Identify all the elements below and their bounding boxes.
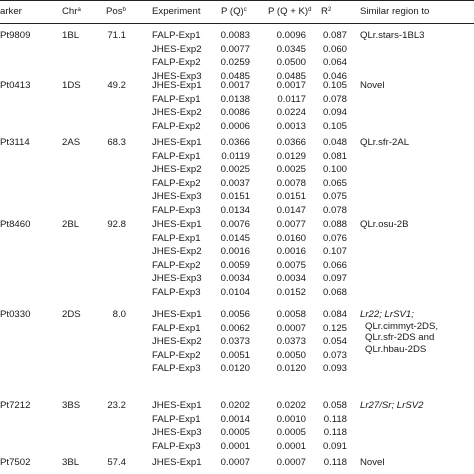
cell-experiment: JHES-Exp1 [152, 137, 202, 148]
cell-experiment: FALP-Exp1 [152, 30, 201, 41]
cell-p-q-k: 0.0013 [276, 120, 306, 132]
cell-experiment: JHES-Exp1 [152, 309, 202, 320]
header-experiment: Experiment [152, 6, 201, 17]
cell-p-q: 0.0025 [220, 164, 250, 176]
cell-experiment: FALP-Exp3 [152, 205, 201, 216]
cell-p-q: 0.0059 [220, 259, 250, 271]
cell-similar-region: QLr.hbau-2DS [365, 343, 427, 355]
cell-r2: 0.097 [322, 273, 347, 285]
cell-r2: 0.088 [322, 219, 347, 230]
cell-p-q: 0.0014 [220, 413, 250, 425]
header-p-q-k: P $(Q + K)^d$ [268, 6, 312, 17]
cell-r2: 0.068 [322, 287, 347, 298]
cell-p-q: 0.0145 [220, 232, 250, 244]
cell-similar-region: Novel [360, 80, 385, 91]
cell-marker: Pt7502 [0, 457, 31, 468]
header-rule [0, 23, 474, 24]
cell-p-q-k: 0.0077 [276, 219, 306, 230]
cell-p-q: 0.0017 [220, 80, 250, 91]
cell-chr: 2DS [62, 309, 81, 320]
cell-r2: 0.125 [322, 322, 347, 334]
cell-p-q-k: 0.0485 [276, 70, 306, 82]
cell-p-q-k: 0.0151 [276, 191, 306, 203]
cell-pos: 8.0 [112, 309, 126, 320]
cell-p-q-k: 0.0007 [276, 457, 306, 468]
cell-chr: 3BL [62, 457, 80, 468]
cell-experiment: JHES-Exp3 [152, 273, 202, 285]
cell-pos: 71.1 [107, 30, 126, 41]
cell-r2: 0.118 [323, 413, 347, 425]
cell-chr: 3BS [62, 400, 81, 411]
cell-experiment: JHES-Exp1 [152, 457, 202, 468]
cell-p-q: 0.0001 [220, 440, 250, 452]
cell-r2: 0.091 [322, 440, 347, 452]
cell-r2: 0.105 [322, 120, 347, 132]
cell-chr: 2BL [62, 219, 80, 230]
cell-p-q: 0.0056 [220, 309, 250, 320]
cell-similar-region: QLr.sfr-2AL [360, 137, 410, 148]
cell-marker: Pt8460 [0, 219, 31, 230]
cell-experiment: FALP-Exp1 [152, 232, 201, 244]
cell-p-q: 0.0259 [220, 57, 250, 69]
cell-experiment: FALP-Exp1 [152, 150, 201, 162]
cell-p-q: 0.0134 [220, 205, 250, 216]
cell-experiment: JHES-Exp2 [152, 43, 202, 55]
cell-p-q-k: 0.0025 [276, 164, 306, 176]
header-r2: $R^2$ [321, 6, 332, 17]
cell-p-q: 0.0037 [220, 177, 250, 189]
table-top-rule [0, 0, 474, 1]
cell-marker: Pt3114 [0, 137, 30, 148]
cell-experiment: JHES-Exp1 [152, 80, 202, 91]
cell-p-q: 0.0076 [220, 219, 250, 230]
cell-p-q-k: 0.0058 [276, 309, 306, 320]
cell-experiment: JHES-Exp3 [152, 191, 202, 203]
cell-experiment: JHES-Exp2 [152, 336, 202, 348]
cell-experiment: FALP-Exp2 [152, 349, 201, 361]
cell-p-q: 0.0202 [220, 400, 250, 411]
cell-p-q-k: 0.0010 [276, 413, 306, 425]
cell-similar-region: QLr.cimmyt-2DS, [365, 320, 439, 332]
cell-r2: 0.075 [322, 191, 347, 203]
cell-pos: 92.8 [107, 219, 126, 230]
cell-p-q: 0.0104 [220, 287, 250, 298]
cell-experiment: FALP-Exp1 [152, 93, 201, 105]
cell-pos: 23.2 [107, 400, 126, 411]
cell-p-q: 0.0077 [220, 43, 250, 55]
cell-p-q-k: 0.0152 [276, 287, 306, 298]
cell-experiment: FALP-Exp3 [152, 287, 201, 298]
cell-experiment: FALP-Exp1 [152, 322, 201, 334]
header-similar-region: Similar region to [360, 6, 430, 17]
cell-r2: 0.078 [322, 205, 347, 216]
cell-r2: 0.093 [322, 363, 347, 375]
cell-p-q-k: 0.0078 [276, 177, 306, 189]
cell-r2: 0.066 [322, 259, 347, 271]
cell-p-q-k: 0.0129 [276, 150, 306, 162]
cell-similar-region: Lr22; LrSV1; [360, 309, 414, 320]
cell-experiment: FALP-Exp2 [152, 177, 201, 189]
cell-p-q: 0.0034 [220, 273, 250, 285]
cell-p-q-k: 0.0034 [276, 273, 306, 285]
cell-experiment: JHES-Exp1 [152, 219, 202, 230]
cell-p-q: 0.0138 [220, 93, 250, 105]
cell-r2: 0.118 [323, 457, 347, 468]
cell-r2: 0.100 [322, 164, 347, 176]
cell-r2: 0.060 [322, 43, 347, 55]
cell-p-q: 0.0051 [220, 349, 250, 361]
cell-r2: 0.107 [322, 246, 347, 258]
cell-p-q-k: 0.0147 [276, 205, 306, 216]
cell-r2: 0.048 [322, 137, 347, 148]
cell-experiment: FALP-Exp3 [152, 363, 201, 375]
cell-r2: 0.094 [322, 107, 347, 119]
cell-r2: 0.058 [322, 400, 347, 411]
cell-p-q-k: 0.0096 [276, 30, 306, 41]
cell-r2: 0.046 [322, 70, 347, 82]
cell-p-q-k: 0.0016 [276, 246, 306, 258]
cell-r2: 0.105 [322, 80, 347, 91]
cell-p-q-k: 0.0007 [276, 322, 306, 334]
header-marker: arker [0, 6, 22, 17]
cell-marker: Pt9809 [0, 30, 31, 41]
cell-p-q-k: 0.0224 [276, 107, 306, 119]
cell-p-q-k: 0.0345 [276, 43, 306, 55]
cell-p-q: 0.0083 [220, 30, 250, 41]
header-pos: Pos$^b$ [106, 6, 126, 17]
cell-p-q: 0.0485 [220, 70, 250, 82]
cell-p-q-k: 0.0005 [276, 427, 306, 439]
cell-p-q-k: 0.0075 [276, 259, 306, 271]
cell-experiment: JHES-Exp3 [152, 427, 202, 439]
cell-p-q: 0.0119 [221, 150, 250, 162]
cell-p-q-k: 0.0500 [276, 57, 306, 69]
cell-p-q: 0.0151 [220, 191, 250, 203]
cell-p-q-k: 0.0202 [276, 400, 306, 411]
cell-p-q-k: 0.0117 [277, 93, 306, 105]
cell-chr: 1BL [62, 30, 80, 41]
cell-p-q-k: 0.0120 [276, 363, 306, 375]
cell-p-q: 0.0006 [220, 120, 250, 132]
cell-r2: 0.078 [322, 93, 347, 105]
cell-r2: 0.054 [322, 336, 347, 348]
cell-similar-region: QLr.sfr-2DS and [365, 332, 435, 344]
cell-r2: 0.087 [322, 30, 347, 41]
cell-r2: 0.081 [322, 150, 347, 162]
cell-experiment: FALP-Exp2 [152, 120, 201, 132]
cell-p-q: 0.0007 [220, 457, 250, 468]
cell-marker: Pt0330 [0, 309, 31, 320]
cell-experiment: JHES-Exp3 [152, 70, 202, 82]
cell-p-q: 0.0373 [220, 336, 250, 348]
cell-p-q-k: 0.0366 [276, 137, 306, 148]
cell-similar-region: Novel [360, 457, 385, 468]
cell-p-q-k: 0.0160 [276, 232, 306, 244]
cell-r2: 0.076 [322, 232, 347, 244]
cell-p-q-k: 0.0373 [276, 336, 306, 348]
cell-experiment: JHES-Exp2 [152, 164, 202, 176]
cell-experiment: FALP-Exp3 [152, 440, 201, 452]
cell-experiment: FALP-Exp1 [152, 413, 201, 425]
cell-p-q-k: 0.0017 [276, 80, 306, 91]
cell-experiment: FALP-Exp2 [152, 259, 201, 271]
cell-p-q: 0.0366 [220, 137, 250, 148]
cell-r2: 0.064 [322, 57, 347, 69]
cell-p-q: 0.0005 [220, 427, 250, 439]
cell-r2: 0.084 [322, 309, 347, 320]
cell-experiment: FALP-Exp2 [152, 57, 201, 69]
cell-r2: 0.073 [322, 349, 347, 361]
cell-p-q-k: 0.0001 [276, 440, 306, 452]
header-chr: Chr$^a$ [62, 6, 81, 17]
cell-similar-region: QLr.stars-1BL3 [360, 30, 425, 41]
cell-pos: 57.4 [107, 457, 126, 468]
cell-p-q: 0.0016 [220, 246, 250, 258]
cell-marker: Pt0413 [0, 80, 31, 91]
cell-marker: Pt7212 [0, 400, 31, 411]
cell-pos: 49.2 [107, 80, 126, 91]
cell-p-q-k: 0.0050 [276, 349, 306, 361]
cell-experiment: JHES-Exp1 [152, 400, 202, 411]
cell-p-q: 0.0120 [220, 363, 250, 375]
cell-similar-region: QLr.osu-2B [360, 219, 409, 230]
cell-chr: 2AS [62, 137, 81, 148]
cell-p-q: 0.0062 [220, 322, 250, 334]
cell-experiment: JHES-Exp2 [152, 107, 202, 119]
header-p-q: P $(Q)^c$ [221, 6, 247, 17]
cell-experiment: JHES-Exp2 [152, 246, 202, 258]
cell-similar-region: Lr27/Sr; LrSV2 [360, 400, 424, 411]
cell-chr: 1DS [62, 80, 81, 91]
cell-pos: 68.3 [107, 137, 126, 148]
cell-p-q: 0.0086 [220, 107, 250, 119]
cell-r2: 0.118 [323, 427, 347, 439]
cell-r2: 0.065 [322, 177, 347, 189]
